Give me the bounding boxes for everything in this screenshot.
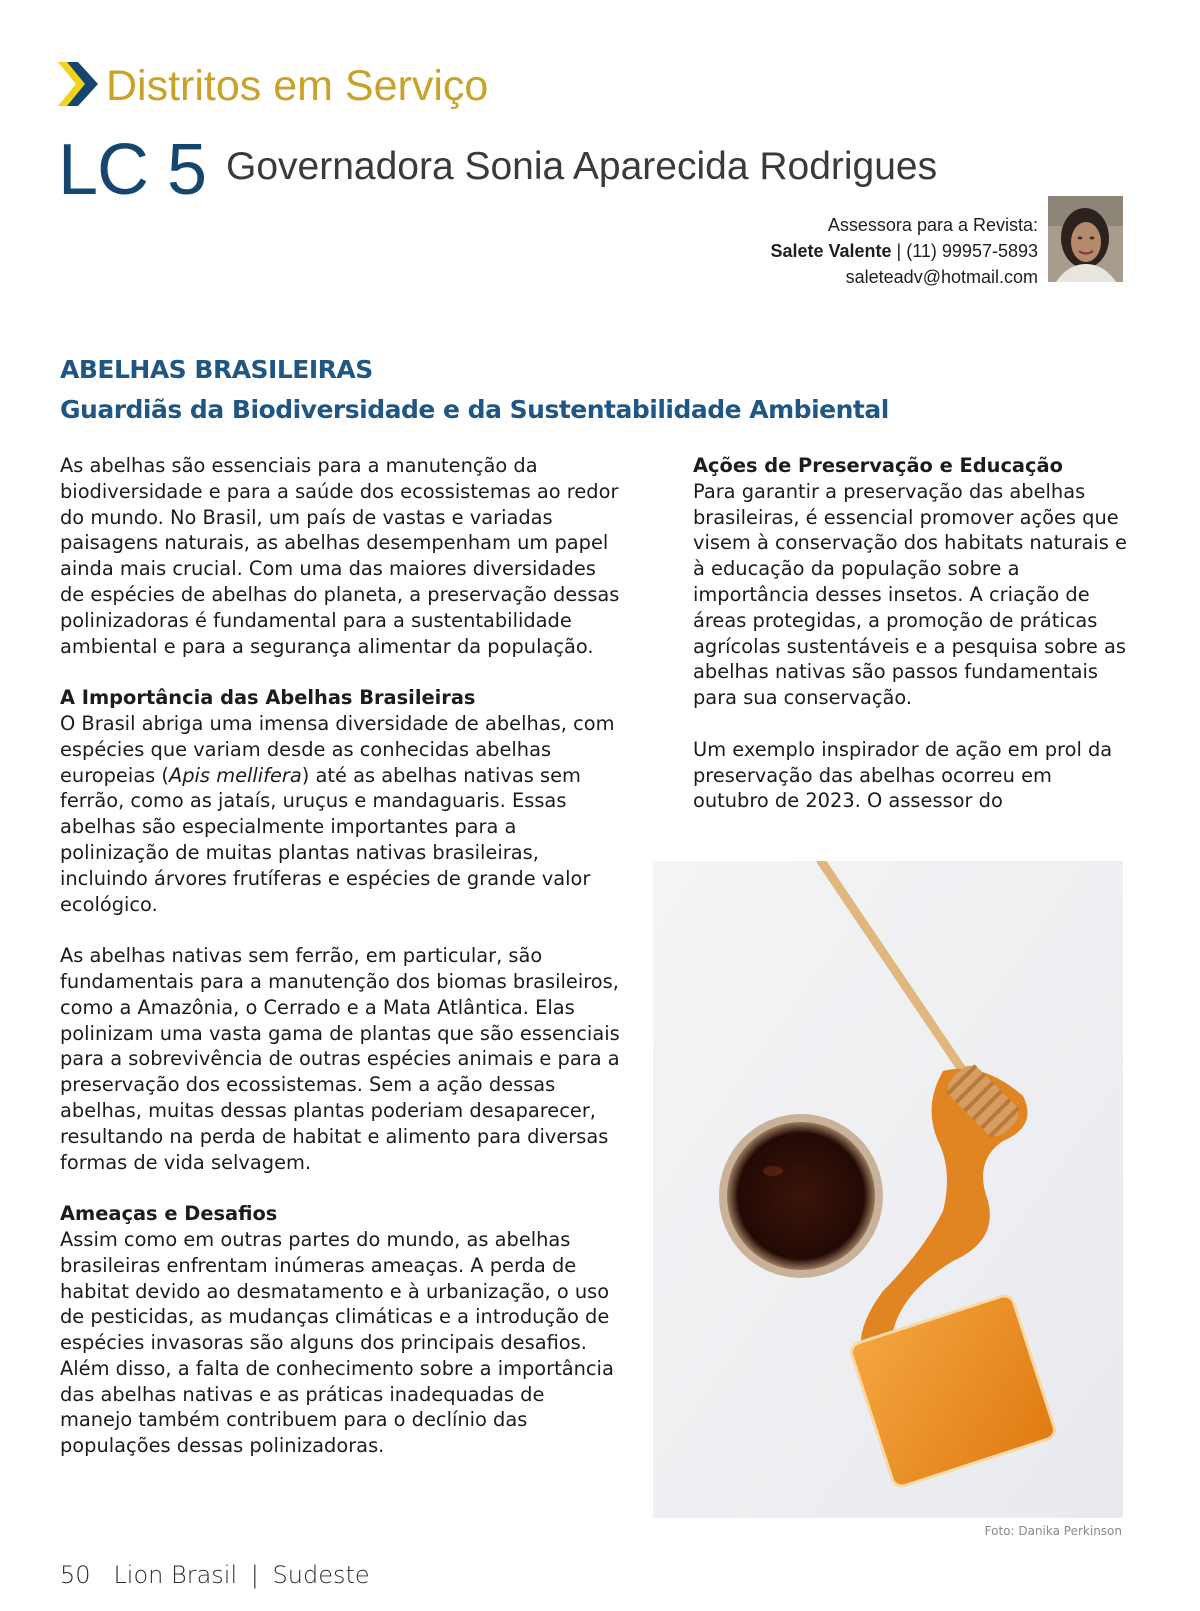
article-column-left (60, 453, 620, 1485)
body-paragraph: O Brasil abriga uma imensa diversidade de abelhas, com espécies que variam desde as conhecidas abelhas europeias (Apis mellifera) até as abelhas nativas sem ferrão, como as jataís, uruçus e mandaguaris. Essas abelhas são especialmente importantes para a polinização de muitas plantas nativas brasileiras, incluindo árvores frutíferas e espécies de grande valor ecológico. (60, 711, 615, 916)
section-heading: A Importância das Abelhas Brasileiras (60, 686, 476, 710)
contact-block (770, 212, 1038, 290)
contact-role: Assessora para a Revista: (827, 215, 1038, 235)
section-title: Distritos em Serviço (106, 62, 489, 110)
contact-name: Salete Valente (770, 241, 892, 261)
body-paragraph: Assim como em outras partes do mundo, as abelhas brasileiras enfrentam inúmeras ameaças. A perda de habitat devido ao desmatamento e à urbanização, o uso de pesticidas, as mudanças climáticas e a introdução de espécies invasoras são alguns dos principais desafios. Além disso, a falta de conhecimento sobre a importância das abelhas nativas e as práticas inadequadas de manejo também contribuem para o declínio das populações dessas polinizadoras. (60, 1227, 614, 1458)
intro-paragraph: As abelhas são essenciais para a manutenção da biodiversidade e para a saúde dos ecossistemas ao redor do mundo. No Brasil, um país de vastas e variadas paisagens naturais, as abelhas desempenham um papel ainda mais crucial. Com uma das maiores diversidades de espécies de abelhas do planeta, a preservação dessas polinizadoras é fundamental para a sustentabilidade ambiental e para a segurança alimentar da população. (60, 454, 620, 658)
body-paragraph: Para garantir a preservação das abelhas brasileiras, é essencial promover ações que visem à conservação dos habitats naturais e à educação da população sobre a importância desses insetos. A criação de áreas protegidas, a promoção de práticas agrícolas sustentáveis e a pesquisa sobre as abelhas nativas são passos fundamentais para sua conservação. (693, 479, 1127, 710)
contact-separator: | (896, 241, 902, 261)
section-heading: Ameaças e Desafios (60, 1202, 278, 1226)
page-footer (60, 1558, 370, 1592)
footer-separator: | (250, 1561, 259, 1589)
club-code: LC 5 (58, 130, 207, 210)
publication-name: Lion Brasil (113, 1561, 238, 1589)
article-subtitle: Guardiãs da Biodiversidade e da Sustentabilidade Ambiental (60, 395, 889, 424)
body-paragraph: Um exemplo inspirador de ação em prol da preservação das abelhas ocorreu em outubro de 2023. O assessor do (693, 737, 1113, 813)
species-name: Apis mellifera (168, 763, 302, 787)
contact-email: saleteadv@hotmail.com (845, 267, 1038, 287)
chevron-right-icon (58, 62, 98, 106)
article-column-right (693, 453, 1133, 840)
article-title: ABELHAS BRASILEIRAS (60, 355, 373, 384)
contact-phone: (11) 99957-5893 (906, 241, 1038, 261)
section-heading: Ações de Preservação e Educação (693, 454, 1063, 477)
governor-name: Governadora Sonia Aparecida Rodrigues (226, 145, 938, 188)
avatar (1048, 196, 1123, 282)
page-number: 50 (60, 1561, 91, 1589)
photo-credit: Foto: Danika Perkinson (984, 1524, 1122, 1538)
body-paragraph: As abelhas nativas sem ferrão, em particular, são fundamentais para a manutenção dos biomas brasileiros, como a Amazônia, o Cerrado e a Mata Atlântica. Elas polinizam uma vasta gama de plantas que são essenciais para a sobrevivência de outras espécies animais e para a preservação dos ecossistemas. Sem a ação dessas abelhas, muitas dessas plantas poderiam desaparecer, resultando na perda de habitat e alimento para diversas formas de vida selvagem. (60, 944, 620, 1174)
honey-photo (653, 861, 1123, 1518)
region-name: Sudeste (272, 1561, 370, 1589)
contact-line (770, 238, 1038, 264)
article-headline (60, 350, 889, 430)
